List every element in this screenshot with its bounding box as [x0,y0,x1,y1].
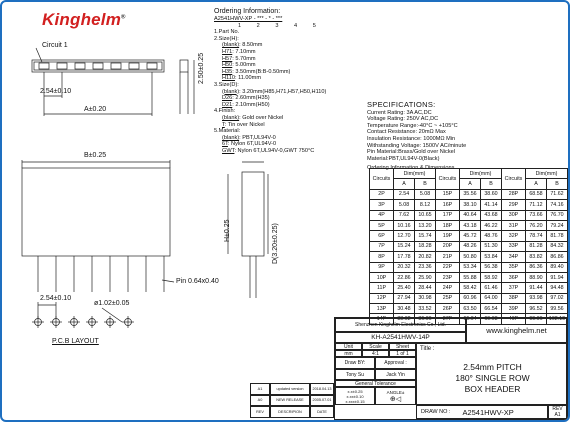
revision-entry: 2005.07.01 [310,395,334,407]
title-line: BOX HEADER [464,384,521,394]
circuit-count: 14P [370,314,394,324]
circuit-count: 25P [436,293,460,303]
dim-a-header: A [460,179,481,189]
website-url: www.kinghelm.net [466,318,567,343]
option-desc: : Nylon 6T,UL94V-0 [227,141,277,148]
option-desc: : 2.10mm(H50) [232,101,270,108]
sheet-value: 1 of 1 [389,350,416,357]
dim-a-value: 45.72 [460,231,481,241]
front-view-body [22,168,170,256]
scale-header: Scale [362,343,389,350]
option-desc: : Tin over Nickel [224,121,265,128]
dimension-table [369,168,568,325]
spec-line: Pin Material:Brass/Gold over Nickel [367,149,455,156]
circuit-count: 7P [370,241,394,251]
dim-b-value: 41.14 [481,200,502,210]
circuit-count: 15P [436,189,460,199]
angle-label: ANGLE± [386,389,405,395]
ordering-code-numbers [214,23,364,30]
dim-a-value: 63.50 [460,304,481,314]
dim-a-value: 68.58 [526,189,547,199]
ordering-line [214,89,364,96]
dim-a-value: 12.70 [394,231,415,241]
projection-icon: ⊕◁ [389,395,402,403]
dim-b-value: 23.36 [415,262,436,272]
option-code: (blank) [222,42,240,49]
circuits-header: Circuits [370,169,394,190]
dim-a-value: 7.62 [394,210,415,220]
dim-b-header: B [547,179,568,189]
dim-b-value: 25.90 [415,272,436,282]
circuit-count: 3P [370,200,394,210]
dim-b-value: 18.28 [415,241,436,251]
circuit-count: 29P [502,200,526,210]
dim-b-value: 30.98 [415,293,436,303]
circuit-count: 2P [370,189,394,199]
specifications-title: SPECIFICATIONS: [367,100,436,109]
code-number: 3 [275,22,295,29]
height-dimension: 2.50±0.25 [198,52,205,84]
dim-a-header: A [394,179,415,189]
ordering-line [214,102,364,109]
scale-value: 4:1 [362,350,389,357]
dim-b-value: 38.60 [481,189,502,199]
ordering-line [214,62,364,69]
circuit-count: 31P [502,220,526,230]
option-desc: : 3.20mm(H85,H71,H57,H50,H110) [239,88,327,95]
option-code: 6T [222,141,228,148]
circuit-count: 20P [436,241,460,251]
revision-entry: updated version [270,383,310,395]
table-row [370,220,568,230]
unit-value: mm [335,350,362,357]
dim-a-value: 40.64 [460,210,481,220]
option-code: H110 [222,75,235,82]
circuit-count: 5P [370,220,394,230]
dim-b-value: 71.62 [547,189,568,199]
dim-b-value: 53.84 [481,252,502,262]
logo-reg-mark: ® [121,14,126,21]
dim-b-value: 86.86 [547,252,568,262]
pin-slot [93,63,103,69]
dim-b-value: 94.48 [547,283,568,293]
spec-line: Insulation Resistance: 1000MΩ Min [367,135,456,142]
option-desc: : 8.50mm [239,42,263,49]
circuit-count: 12P [370,293,394,303]
ordering-line: 2.Size(H): [214,35,239,42]
dim-b-value: 99.56 [547,304,568,314]
ordering-line: 4.Finish: [214,108,236,115]
table-row [370,262,568,272]
tolerance-values [335,387,375,405]
dim-b-value: 10.65 [415,210,436,220]
pin-label: Pin 0.64x0.40 [176,278,219,285]
dim-a-value: 27.94 [394,293,415,303]
title-area [416,343,567,405]
option-desc: : 5.70mm [232,55,256,62]
dim-b-value: 102.10 [547,314,568,324]
dim-a-value: 20.32 [394,262,415,272]
pin-slot [75,63,85,69]
revision-cell [548,405,567,419]
option-desc: : Nylon 6T,UL94V-0,GWT 750°C [234,147,315,154]
option-code: (blank) [222,88,240,95]
dim-b-value: 13.20 [415,220,436,230]
draw-number-value: A2541HWV-XP [462,407,514,417]
circuit-count: 4P [370,210,394,220]
ordering-line [214,49,364,56]
tolerance-1: x.x±0.25 [347,388,363,394]
option-code: (blank) [222,114,240,121]
specifications [367,102,567,172]
dim-b-header: B [481,179,502,189]
pin-slot [147,63,157,69]
dim-a-value: 50.80 [460,252,481,262]
dim-a-value: 25.40 [394,283,415,293]
ordering-line [214,69,364,76]
dim-b-value: 28.44 [415,283,436,293]
dim-b-value: 58.92 [481,272,502,282]
pin-slot [111,63,121,69]
option-code: GWT [222,147,235,154]
circuit-count: 30P [502,210,526,220]
pin-slot [39,63,49,69]
dim-b-value: 84.32 [547,241,568,251]
circuits-header: Circuits [436,169,460,190]
draw-by-value: Tony Su [335,369,375,380]
draw-number-cell [416,405,548,419]
dim-a-value: 66.04 [460,314,481,324]
dim-b-value: 69.08 [481,314,502,324]
ordering-line [214,56,364,63]
table-header-row [370,169,568,179]
circuit-1-label: Circuit 1 [42,42,68,49]
part-number: KH-A2541HWV-14P [335,332,466,343]
dim-a-value: 96.52 [526,304,547,314]
title-line: 2.54mm PITCH [463,362,522,372]
circuit-count: 32P [502,231,526,241]
table-row [370,293,568,303]
dim-b-value: 97.02 [547,293,568,303]
circuit-count: 19P [436,231,460,241]
tolerance-header: General Tolerance [335,380,416,387]
dim-header: Dim(mm) [526,169,568,179]
pitch-dimension: 2.54±0.10 [40,88,72,95]
circuits-header: Circuits [502,169,526,190]
revision-entry: 2018.04.13 [310,383,334,395]
dim-b-value: 64.00 [481,293,502,303]
option-code: D21 [222,101,233,108]
title-header: Title : [420,346,435,352]
dim-a-value: 81.28 [526,241,547,251]
dim-b-value: 61.46 [481,283,502,293]
dim-b-value: 48.76 [481,231,502,241]
circuit-count: 13P [370,304,394,314]
circuit-count: 10P [370,272,394,282]
circuit-count: 9P [370,262,394,272]
circuit-count: 16P [436,200,460,210]
dim-a-value: 88.90 [526,272,547,282]
dim-a-header: A [526,179,547,189]
code-number: 5 [312,22,316,29]
circuit-count: 24P [436,283,460,293]
dim-a-value: 91.44 [526,283,547,293]
revision-header: REV [552,406,563,412]
dimension-table-wrapper [369,168,568,325]
front-pins [38,256,164,292]
ordering-line [214,148,364,155]
circuit-count: 18P [436,220,460,230]
dim-a-value: 48.26 [460,241,481,251]
table-row [370,304,568,314]
dim-a-value: 53.34 [460,262,481,272]
option-code: T [222,121,225,128]
revision-entry: REV [250,406,270,418]
table-row [370,210,568,220]
spec-line: Voltage Rating: 250V AC,DC [367,116,439,123]
dim-a-value: 71.12 [526,200,547,210]
draw-number-header: DRAW NO : [421,409,451,415]
ordering-line [214,141,364,148]
code-number: 1 [238,22,257,29]
draw-by-header: Draw BY: [335,357,375,369]
circuit-count: 36P [502,272,526,282]
table-row [370,200,568,210]
circuit-count: 26P [436,304,460,314]
dim-a-value: 17.78 [394,252,415,262]
circuit-count: 38P [502,293,526,303]
option-code: H35 [222,68,233,75]
dim-b-value: 56.38 [481,262,502,272]
option-code: H71 [222,48,233,55]
dim-a-value: 99.06 [526,314,547,324]
tolerance-2: x.xx±0.10 [346,393,364,399]
ordering-title: Ordering Information: [214,8,281,15]
circuit-count: 33P [502,241,526,251]
revision-entry: A1 [250,383,270,395]
ordering-line [214,95,364,102]
title-line: 180° SINGLE ROW [455,373,530,383]
ordering-lines [214,29,364,154]
company-name: Shenzhen Kinghelm Electronics Co., Ltd. [335,318,466,332]
ordering-line: 1.Part No. [214,29,240,36]
option-desc: : 2.60mm(H35) [232,95,270,102]
dim-b-value: 81.78 [547,231,568,241]
dim-b-value: 46.22 [481,220,502,230]
option-desc: : 5.00mm [232,62,256,69]
dim-b-value: 8.12 [415,200,436,210]
specification-lines [367,110,567,163]
h-dimension: H±0.25 [224,219,231,242]
dim-header: Dim(mm) [460,169,502,179]
hole-dimension: ø1.02±0.05 [94,300,130,307]
circuit-count: 35P [502,262,526,272]
logo-text: Kinghelm [42,10,122,29]
revision-entry: NEW RELEASE [270,395,310,407]
circuit-count: 34P [502,252,526,262]
option-desc: : PBT,UL94V-0 [239,134,276,141]
dim-a-value: 43.18 [460,220,481,230]
dim-b-value: 51.30 [481,241,502,251]
dim-b-value: 74.16 [547,200,568,210]
option-code: D26 [222,95,233,102]
dim-a-value: 38.10 [460,200,481,210]
circuit-count: 40P [502,314,526,324]
ordering-line [214,42,364,49]
dim-a-value: 30.48 [394,304,415,314]
option-desc: : Gold over Nickel [239,114,284,121]
table-row [370,252,568,262]
table-subheader-row [370,179,568,189]
spec-line: Withstanding Voltage: 1500V AC/minute [367,142,467,149]
revision-entry: DATE [310,406,334,418]
table-row [370,189,568,199]
pcb-pitch-dimension: 2.54±0.10 [40,295,72,302]
pin-slot [57,63,67,69]
angle-tolerance [375,387,416,405]
drawing-title [417,362,568,395]
ordering-line: 5.Material: [214,128,241,135]
table-row [370,231,568,241]
code-number: 4 [294,22,313,29]
dim-a-value: 93.98 [526,293,547,303]
table-row [370,283,568,293]
pin-slot [129,63,139,69]
tolerance-3: x.xxx±0.15 [345,398,365,404]
top-side-view [180,60,188,72]
circuit-count: 37P [502,283,526,293]
table-row [370,241,568,251]
title-block [334,317,568,420]
dim-a-value: 60.96 [460,293,481,303]
approval-header: Approval : [375,357,416,369]
dim-a-value: 58.42 [460,283,481,293]
dim-b-value: 43.68 [481,210,502,220]
ordering-information [214,8,364,154]
ordering-line [214,135,364,142]
circuit-count: 39P [502,304,526,314]
spec-line: Contact Resistance: 20mΩ Max [367,129,446,136]
option-desc: : 11.00mm [234,75,261,82]
dimensions-table-title: Ordering Information & Dimensions [367,165,455,172]
dim-b-header: B [415,179,436,189]
dim-b-value: 33.52 [415,304,436,314]
circuit-count: 6P [370,231,394,241]
circuit-count: 28P [502,189,526,199]
dim-a-value: 2.54 [394,189,415,199]
table-row [370,272,568,282]
circuit-count: 8P [370,252,394,262]
option-code: H50 [222,62,233,69]
unit-header: Unit [335,343,362,350]
ordering-line [214,75,364,82]
dim-a-value: 86.36 [526,262,547,272]
ordering-line [214,115,364,122]
revision-block [250,383,334,418]
ordering-line [214,122,364,129]
circuit-count: 22P [436,262,460,272]
dim-b-value: 66.54 [481,304,502,314]
pcb-layout-title: P.C.B LAYOUT [52,338,99,345]
dim-a-value: 55.88 [460,272,481,282]
dim-a-value: 83.82 [526,252,547,262]
circuit-count: 17P [436,210,460,220]
dim-b-value: 79.24 [547,220,568,230]
ordering-line: 3.Size(D): [214,81,239,88]
option-desc: : 7.10mm [232,48,256,55]
dim-a-value: 73.66 [526,210,547,220]
option-desc: : 3.50mm(B:B-0.50mm) [232,68,291,75]
dim-a-value: 35.56 [460,189,481,199]
circuit-count: 27P [436,314,460,324]
dim-b-value: 76.70 [547,210,568,220]
option-code: H57 [222,55,233,62]
spec-line: Temperature Range:-40°C ~ +105°C [367,122,458,129]
spec-line: Material:PBT,UL94V-0(Black) [367,155,440,162]
pcb-holes [32,316,134,328]
ordering-code: A2541HWV-XP - *** - * - *** [214,16,283,22]
dim-a-value: 10.16 [394,220,415,230]
dim-b-value: 5.08 [415,189,436,199]
dim-header: Dim(mm) [394,169,436,179]
revision-entry: A0 [250,395,270,407]
a-dimension: A±0.20 [84,106,107,113]
dim-a-value: 78.74 [526,231,547,241]
spec-line: Current Rating: 3A AC,DC [367,109,432,116]
circuit-count: 11P [370,283,394,293]
side-view-body [242,172,264,256]
dim-b-value: 91.94 [547,272,568,282]
approval-value: Jack Yin [375,369,416,380]
revision-value: A1 [554,412,561,418]
code-number: 2 [256,22,276,29]
revision-entry: DESCRIPION [270,406,310,418]
d-dimension: D(3.20±0.25) [272,223,279,264]
dim-a-value: 5.08 [394,200,415,210]
dim-a-value: 33.02 [394,314,415,324]
dim-b-value: 36.06 [415,314,436,324]
dim-a-value: 15.24 [394,241,415,251]
dim-b-value: 89.40 [547,262,568,272]
dim-a-value: 76.20 [526,220,547,230]
dim-b-value: 20.82 [415,252,436,262]
circuit-count: 23P [436,272,460,282]
dim-b-value: 15.74 [415,231,436,241]
circuit-count: 21P [436,252,460,262]
dim-a-value: 22.86 [394,272,415,282]
option-code: (blank) [222,134,240,141]
b-dimension: B±0.25 [84,152,107,159]
sheet-header: Sheet [389,343,416,350]
